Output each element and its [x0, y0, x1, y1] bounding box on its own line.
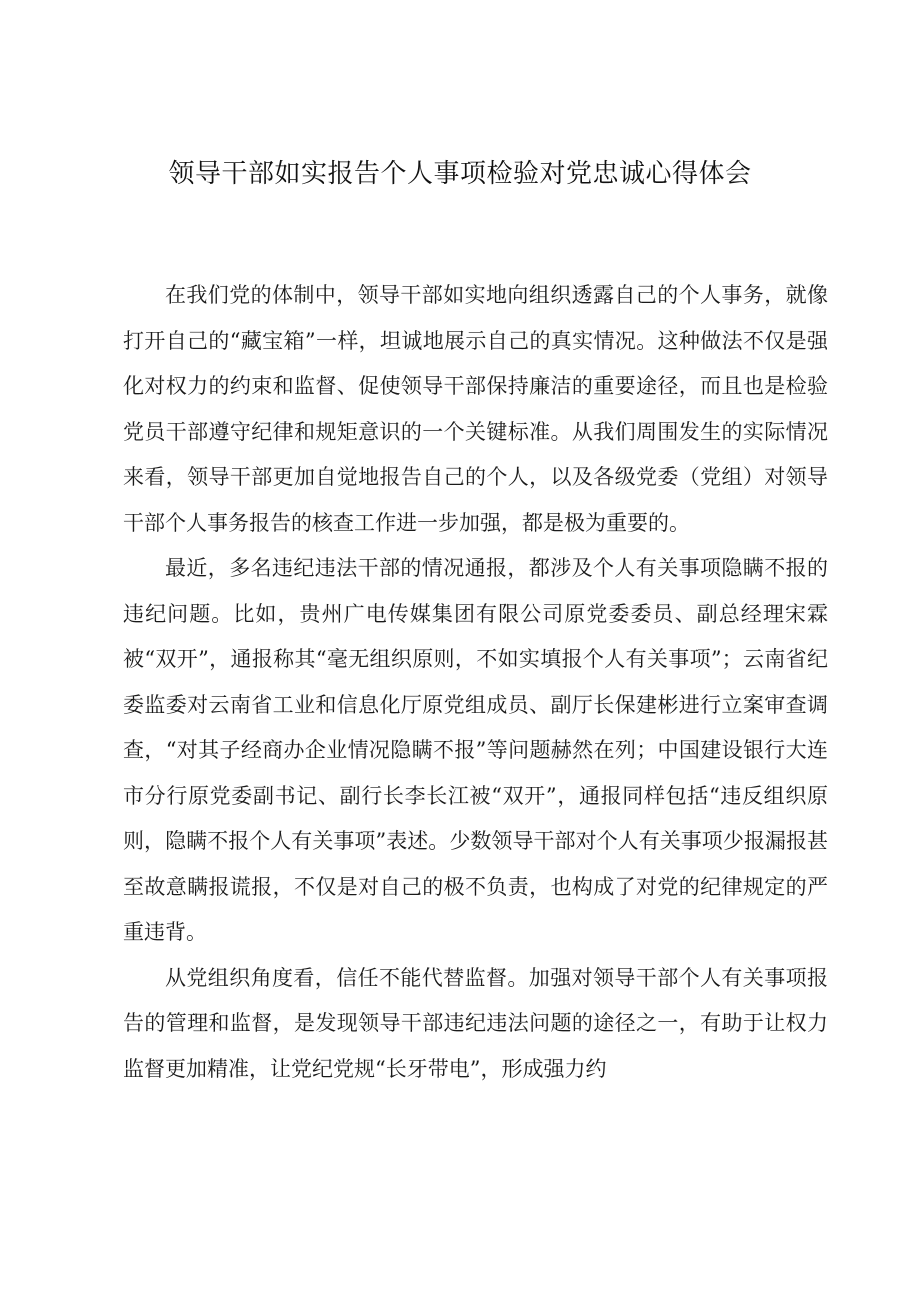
paragraph-1: 在我们党的体制中，领导干部如实地向组织透露自己的个人事务，就像打开自己的“藏宝箱”一样，坦诚地展示自己的真实情况。这种做法不仅是强化对权力的约束和监督、促使领导干部保持廉洁的重要途径，而且也是检验党员干部遵守纪律和规矩意识的一个关键标准。从我们周围发生的实际情况来看，领导干部更加自觉地报告自己的个人，以及各级党委（党组）对领导干部个人事务报告的核查工作进一步加强，都是极为重要的。	[123, 283, 828, 535]
document-title: 领导干部如实报告个人事项检验对党忠诚心得体会	[168, 159, 752, 189]
document-body	[123, 273, 828, 1092]
paragraph-3: 从党组织角度看，信任不能代替监督。加强对领导干部个人有关事项报告的管理和监督，是发现领导干部违纪违法问题的途径之一，有助于让权力监督更加精准，让党纪党规“长牙带电”，形成强力约	[123, 965, 828, 1081]
paragraph-2: 最近，多名违纪违法干部的情况通报，都涉及个人有关事项隐瞒不报的违纪问题。比如，贵州广电传媒集团有限公司原党委委员、副总经理宋霖被“双开”，通报称其“毫无组织原则，不如实填报个人有关事项”；云南省纪委监委对云南省工业和信息化厅原党组成员、副厅长保建彬进行立案审查调查，“对其子经商办企业情况隐瞒不报”等问题赫然在列；中国建设银行大连市分行原党委副书记、副行长李长江被“双开”，通报同样包括“违反组织原则，隐瞒不报个人有关事项”表述。少数领导干部对个人有关事项少报漏报甚至故意瞒报谎报，不仅是对自己的极不负责，也构成了对党的纪律规定的严重违背。	[123, 556, 828, 944]
